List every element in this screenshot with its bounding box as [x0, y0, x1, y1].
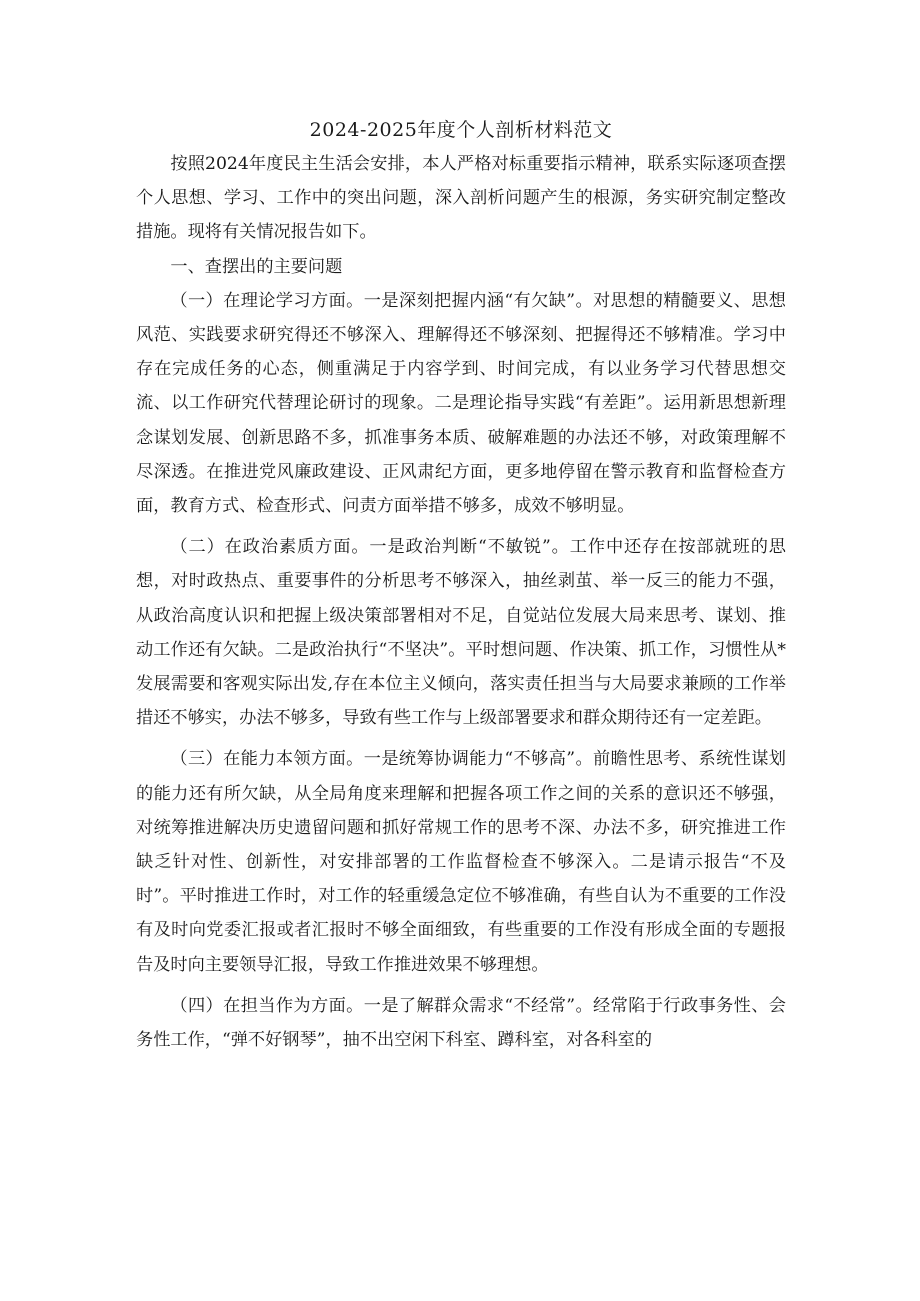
document-title: 2024-2025年度个人剖析材料范文 — [309, 119, 613, 141]
intro-paragraph: 按照2024年度民主生活会安排，本人严格对标重要指示精神，联系实际逐项查摆个人思想、学习、工作中的突出问题，深入剖析问题产生的根源，务实研究制定整改措施。现将有关情况报告如下。 — [136, 154, 786, 243]
document-page — [136, 115, 786, 1057]
paragraph-political-quality: （二）在政治素质方面。一是政治判断“不敏锐”。工作中还存在按部就班的思想，对时政热点、重要事件的分析思考不够深入，抽丝剥茧、举一反三的能力不强，从政治高度认识和把握上级决策部署相对不足，自觉站位发展大局来思考、谋划、推动工作还有欠缺。二是政治执行“不坚决”。平时想问题、作决策、抓工作，习惯性从*发展需要和客观实际出发,存在本位主义倾向，落实责任担当与大局要求兼顾的工作举措还不够实，办法不够多，导致有些工作与上级部署要求和群众期待还有一定差距。 — [136, 537, 786, 729]
paragraph-ability: （三）在能力本领方面。一是统筹协调能力“不够高”。前瞻性思考、系统性谋划的能力还有所欠缺，从全局角度来理解和把握各项工作之间的关系的意识还不够强，对统筹推进解决历史遗留问题和抓好常规工作的思考不深、办法不多，研究推进工作缺乏针对性、创新性，对安排部署的工作监督检查不够深入。二是请示报告“不及时”。平时推进工作时，对工作的轻重缓急定位不够准确，有些自认为不重要的工作没有及时向党委汇报或者汇报时不够全面细致，有些重要的工作没有形成全面的专题报告及时向主要领导汇报，导致工作推进效果不够理想。 — [136, 749, 786, 975]
paragraph-theory-study: （一）在理论学习方面。一是深刻把握内涵“有欠缺”。对思想的精髓要义、思想风范、实践要求研究得还不够深入、理解得还不够深刻、把握得还不够精准。学习中存在完成任务的心态，侧重满足于内容学到、时间完成，有以业务学习代替思想交流、以工作研究代替理论研讨的现象。二是理论指导实践“有差距”。运用新思想新理念谋划发展、创新思路不多，抓准事务本质、破解难题的办法还不够，对政策理解不尽深透。在推进党风廉政建设、正风肃纪方面，更多地停留在警示教育和监督检查方面，教育方式、检查形式、问责方面举措不够多，成效不够明显。 — [136, 290, 786, 517]
paragraph-responsibility: （四）在担当作为方面。一是了解群众需求“不经常”。经常陷于行政事务性、会务性工作，“弹不好钢琴”，抽不出空闲下科室、蹲科室，对各科室的 — [136, 995, 786, 1051]
section-heading: 一、查摆出的主要问题 — [170, 256, 343, 277]
